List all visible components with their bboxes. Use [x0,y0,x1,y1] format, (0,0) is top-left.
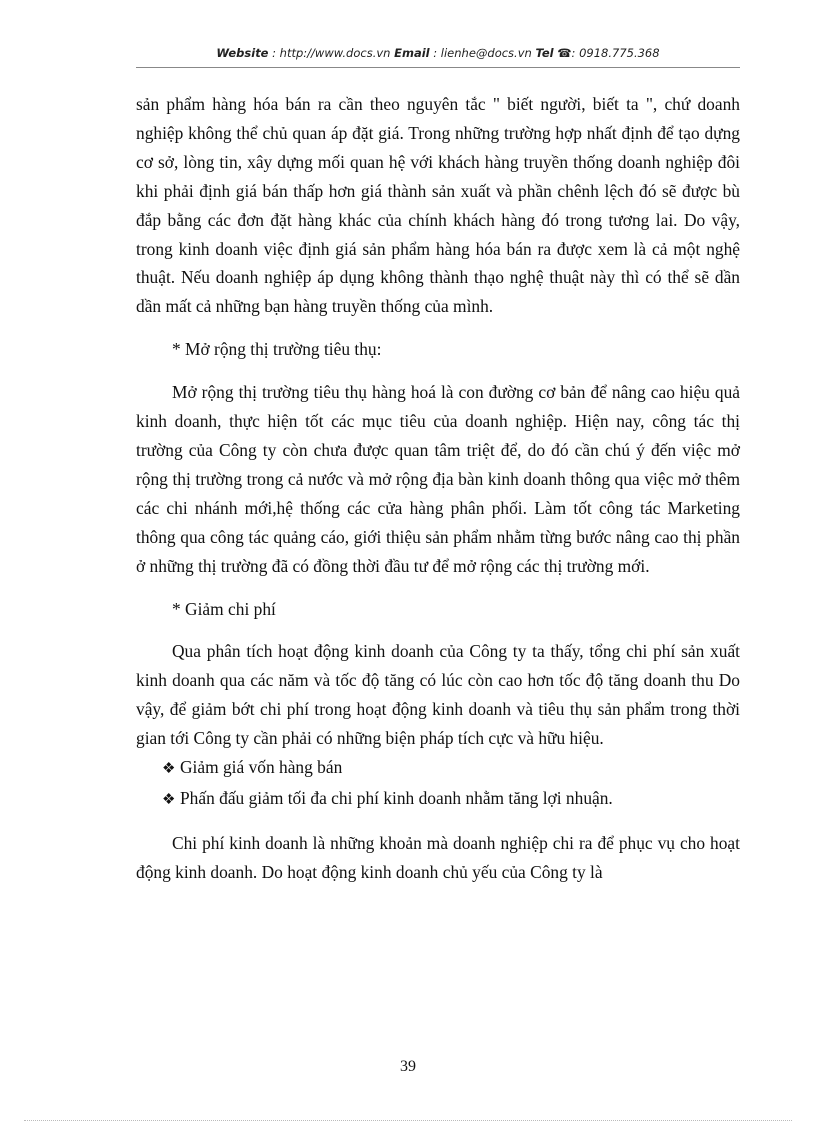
bullet-text: Giảm giá vốn hàng bán [180,757,343,778]
paragraph-cost-reduction: Qua phân tích hoạt động kinh doanh của Công ty ta thấy, tổng chi phí sản xuất kinh doanh qua các năm và tốc độ tăng có lúc còn cao hơn tốc độ tăng doanh thu Do vậy, để giảm bớt chi phí trong hoạt động kinh doanh và tiêu thụ sản phẩm trong thời gian tới Công ty cần phải có những biện pháp tích cực và hữu hiệu. [136,641,740,749]
page-number: 39 [400,1058,416,1075]
bullet-text: Phấn đấu giảm tối đa chi phí kinh doanh nhằm tăng lợi nhuận. [180,787,613,808]
website-label: Website [216,46,269,60]
phone-icon: ☎ [557,46,572,60]
tel-label: Tel [535,46,554,60]
diamond-bullet-icon: ❖ [162,791,176,808]
document-body [136,90,740,887]
paragraph-pricing: sản phẩm hàng hóa bán ra cần theo nguyên tắc " biết người, biết ta ", chứ doanh nghiệp không thể chủ quan áp đặt giá. Trong những trường hợp nhất định để tạo dựng cơ sở, lòng tin, xây dựng mối quan hệ với khách hàng truyền thống doanh nghiệp đôi khi phải định giá bán thấp hơn giá thành sản xuất và phần chênh lệch đó sẽ được bù đắp bằng các đơn đặt hàng khác của chính khách hàng đó trong tương lai. Do vậy, trong kinh doanh việc định giá sản phẩm hàng hóa bán ra được xem là cả một nghệ thuật. Nếu doanh nghiệp áp dụng không thành thạo nghệ thuật này thì có thể sẽ dần dần mất cả những bạn hàng truyền thống của mình. [136,94,740,317]
diamond-bullet-icon: ❖ [162,761,176,778]
bullet-item [136,753,740,784]
email-label: Email [394,46,430,60]
bullet-item [136,784,740,815]
website-value: : http://www.docs.vn [268,46,395,60]
paragraph-business-cost: Chi phí kinh doanh là những khoản mà doanh nghiệp chi ra để phục vụ cho hoạt động kinh doanh. Do hoạt động kinh doanh chủ yếu của Công ty là [136,832,740,882]
email-value: : lienhe@docs.vn [429,46,536,60]
tel-value: : 0918.775.368 [571,46,660,60]
paragraph-market-expansion: Mở rộng thị trường tiêu thụ hàng hoá là con đường cơ bản để nâng cao hiệu quả kinh doanh, thực hiện tốt các mục tiêu của doanh nghiệp. Hiện nay, công tác thị trường của Công ty còn chưa được quan tâm triệt để, do đó cần chú ý đến việc mở rộng thị trường trong cả nước và mở rộng địa bàn kinh doanh thông qua việc mở thêm các chi nhánh mới,hệ thống các cửa hàng phân phối. Làm tốt công tác Marketing thông qua công tác quảng cáo, giới thiệu sản phẩm nhằm từng bước nâng cao thị phần ở những thị trường đã có đồng thời đầu tư để mở rộng các thị trường mới. [136,382,740,576]
page-bottom-border [24,1120,792,1121]
page-header [136,46,740,60]
heading-cost-reduction: * Giảm chi phí [172,598,276,619]
heading-market-expansion: * Mở rộng thị trường tiêu thụ: [172,339,382,360]
header-divider [136,67,740,68]
